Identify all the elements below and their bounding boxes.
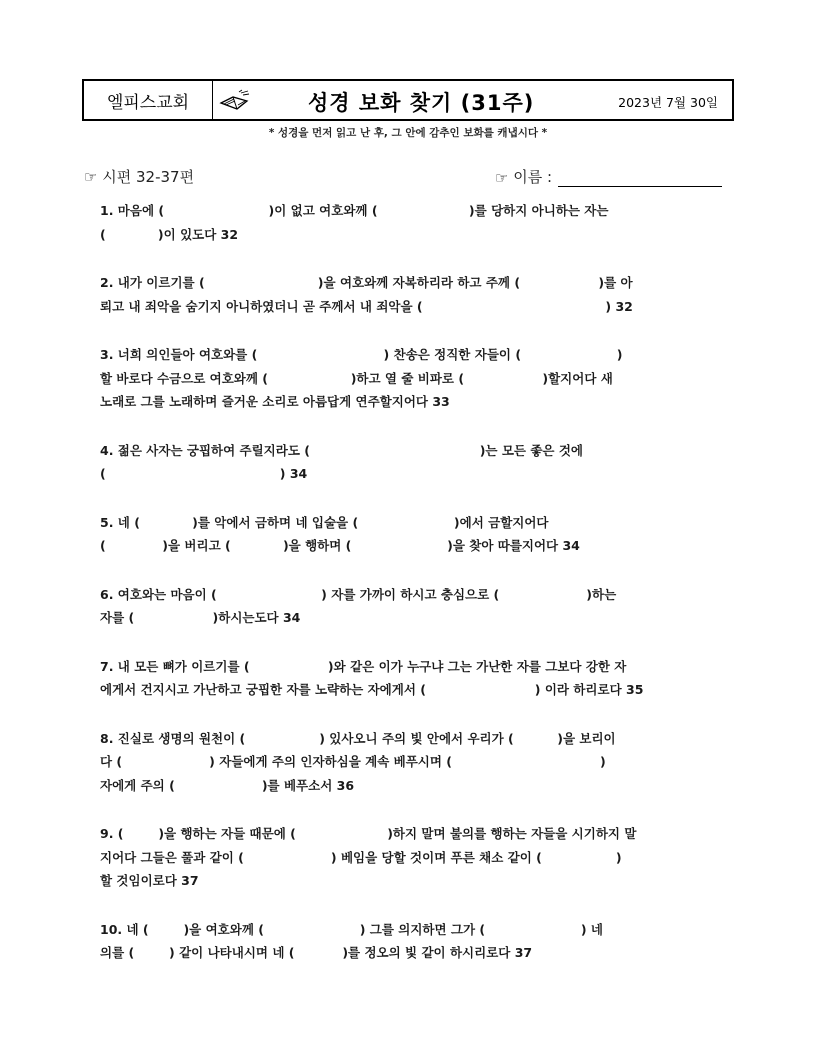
- question: [100, 511, 726, 558]
- instruction-subtitle: * 성경을 먼저 읽고 난 후, 그 안에 감추인 보화를 캐냅시다 *: [268, 127, 548, 139]
- question: [100, 199, 726, 246]
- passage-label: 시편 32-37편: [102, 168, 195, 186]
- question-line: 9. ( )을 행하는 자들 때문에 ( )하지 말며 불의를 행하는 자들을 시기하지 말: [100, 826, 637, 841]
- question-line: ( ) 34: [100, 466, 308, 481]
- question-line: 3. 너희 의인들아 여호와를 ( ) 찬송은 정직한 자들이 ( ): [100, 347, 623, 362]
- header-box: [82, 79, 734, 121]
- question-line: 6. 여호와는 마음이 ( ) 자를 가까이 하시고 충심으로 ( )하는: [100, 586, 617, 602]
- question: [100, 343, 726, 414]
- question: [100, 655, 726, 702]
- question-line: 에게서 건지시고 가난하고 궁핍한 자를 노략하는 자에게서 ( ) 이라 하리로다 35: [100, 682, 644, 697]
- date: 2023년 7월 30일: [618, 95, 718, 110]
- page-title: 성경 보화 찾기 (31주): [308, 91, 535, 115]
- question-line: ( )이 있도다 32: [100, 226, 239, 242]
- question-line: 4. 젊은 사자는 궁핍하여 주릴지라도 ( )는 모든 좋은 것에: [100, 442, 583, 458]
- pointing-hand-icon: ☞: [495, 169, 509, 187]
- name-blank[interactable]: [558, 169, 722, 187]
- question-line: 5. 네 ( )를 악에서 금하며 네 입술을 ( )에서 금할지어다: [100, 514, 549, 530]
- question-line: 할 것임이로다 37: [100, 873, 199, 888]
- question-line: 할 바로다 수금으로 여호와께 ( )하고 열 줄 비파로 ( )할지어다 새: [100, 370, 613, 386]
- question: [100, 918, 726, 965]
- church-name: 엘피스교회: [84, 81, 213, 119]
- question-line: 뢰고 내 죄악을 숨기지 아니하였더니 곧 주께서 내 죄악을 ( ) 32: [100, 298, 633, 314]
- question: [100, 583, 726, 630]
- question-line: 다 ( ) 자들에게 주의 인자하심을 계속 베푸시며 ( ): [100, 754, 606, 769]
- title-cell: [213, 81, 732, 119]
- passage-line: [84, 166, 194, 187]
- question-line: 1. 마음에 ( )이 없고 여호와께 ( )를 당하지 아니하는 자는: [100, 203, 609, 218]
- name-line: [495, 166, 722, 187]
- question-line: ( )을 버리고 ( )을 행하며 ( )을 찾아 따를지어다 34: [100, 538, 580, 553]
- question: [100, 822, 726, 893]
- question: [100, 727, 726, 798]
- name-label: 이름 :: [513, 168, 553, 186]
- question-line: 의를 ( ) 같이 나타내시며 네 ( )를 정오의 빛 같이 하시리로다 37: [100, 945, 533, 960]
- questions-list: [100, 199, 726, 990]
- pointing-hand-icon: ☞: [84, 168, 98, 186]
- question: [100, 271, 726, 318]
- question-line: 노래로 그를 노래하며 즐거운 소리로 아름답게 연주할지어다 33: [100, 394, 450, 409]
- question-line: 8. 진실로 생명의 원천이 ( ) 있사오니 주의 빛 안에서 우리가 ( )을 보리이: [100, 730, 616, 746]
- question-line: 자를 ( )하시는도다 34: [100, 610, 301, 625]
- question-line: 자에게 주의 ( )를 베푸소서 36: [100, 777, 355, 793]
- open-book-icon: [219, 89, 251, 113]
- question: [100, 439, 726, 486]
- question-line: 2. 내가 이르기를 ( )을 여호와께 자복하리라 하고 주께 ( )를 아: [100, 275, 633, 290]
- question-line: 지어다 그들은 풀과 같이 ( ) 베임을 당할 것이며 푸른 채소 같이 ( ): [100, 849, 622, 865]
- question-line: 10. 네 ( )을 여호와께 ( ) 그를 의지하면 그가 ( ) 네: [100, 921, 604, 937]
- question-line: 7. 내 모든 뼈가 이르기를 ( )와 같은 이가 누구냐 그는 가난한 자를 그보다 강한 자: [100, 658, 627, 674]
